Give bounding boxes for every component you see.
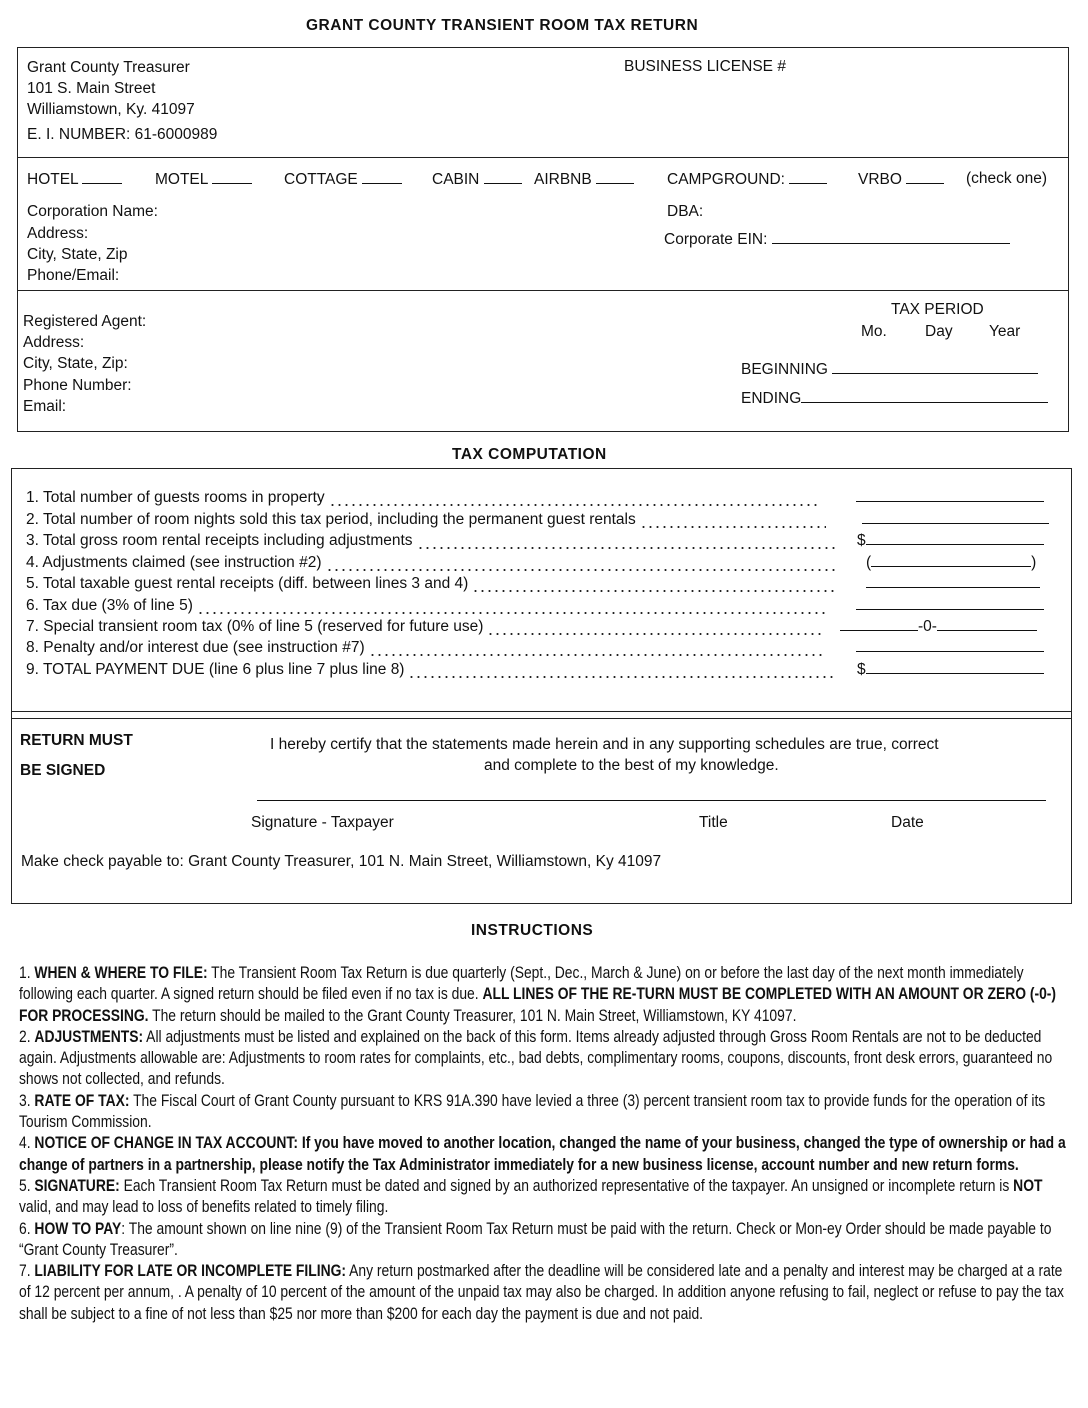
- type-motel[interactable]: MOTEL: [155, 170, 252, 189]
- dot-leader: [408, 665, 836, 679]
- computation-line-4: [26, 551, 1046, 572]
- instruction-heading: ADJUSTMENTS:: [34, 1027, 144, 1046]
- type-vrbo[interactable]: VRBO: [858, 170, 944, 189]
- open-paren: (: [866, 554, 872, 571]
- computation-answer-field[interactable]: [866, 574, 1040, 593]
- return-must-be-signed-1: RETURN MUST: [20, 732, 133, 749]
- instruction-text: 2.: [19, 1027, 35, 1046]
- instruction-text: 7.: [19, 1262, 35, 1281]
- payable-text: Make check payable to: Grant County Treasurer, 101 N. Main Street, Williamstown, Ky 41097: [21, 853, 662, 870]
- instruction-item-1: [19, 963, 1075, 1027]
- certification-text-2: and complete to the best of my knowledge.: [484, 757, 779, 774]
- treasurer-name: Grant County Treasurer: [27, 59, 190, 76]
- agent-city-label: City, State, Zip:: [23, 355, 128, 372]
- instruction-text: The Fiscal Court of Grant County pursuant to KRS 91A.390 have levied a three (3) percent transient room tax to provide funds for the operation of its Tourism Commission.: [19, 1091, 1046, 1132]
- instructions-list: [19, 963, 1075, 1325]
- divider: [11, 711, 1072, 712]
- computation-answer-field[interactable]: [856, 638, 1044, 657]
- dot-leader: [369, 643, 824, 657]
- computation-label: 8. Penalty and/or interest due (see instruction #7): [26, 639, 365, 656]
- return-must-be-signed-2: BE SIGNED: [20, 762, 106, 779]
- instruction-item-2: [19, 1027, 1075, 1091]
- instruction-item-6: [19, 1219, 1075, 1262]
- computation-line-3: [26, 529, 1046, 550]
- corporation-phone-label: Phone/Email:: [27, 267, 120, 284]
- dot-leader: [417, 536, 836, 550]
- computation-label: 1. Total number of guests rooms in property: [26, 489, 325, 506]
- computation-label: 7. Special transient room tax (0% of line 5 (reserved for future use): [26, 618, 484, 635]
- instruction-heading: ALL LINES OF THE RE-TURN MUST BE COMPLETED WITH AN AMOUNT OR ZERO (-0-) FOR PROCESSING.: [19, 985, 1057, 1025]
- agent-address-label: Address:: [23, 334, 85, 351]
- instruction-text: 5.: [19, 1176, 35, 1195]
- instruction-text: All adjustments must be listed and explained on the back of this form. Items already adjusted through Gross Room Rentals are not to be deducted again. Adjustments allowable are: Adjustments to room rates for complaints, etc., bad debts, complimentary rooms, coupons, discounts, front desk errors, guaranteed no shows not collected, and refunds.: [19, 1027, 1053, 1089]
- treasurer-street: 101 S. Main Street: [27, 80, 156, 97]
- instruction-text: 3.: [19, 1091, 35, 1110]
- instruction-item-4: [19, 1133, 1075, 1176]
- agent-email-label: Email:: [23, 398, 67, 415]
- tax-computation-title: TAX COMPUTATION: [452, 446, 607, 463]
- type-airbnb[interactable]: AIRBNB: [534, 170, 634, 189]
- instruction-heading: RATE OF TAX:: [34, 1091, 130, 1110]
- computation-answer-field[interactable]: [857, 531, 1044, 550]
- computation-answer-field[interactable]: [840, 617, 1037, 636]
- computation-line-7: [26, 615, 1046, 636]
- business-license-label: BUSINESS LICENSE #: [624, 58, 786, 75]
- tax-period-title: TAX PERIOD: [891, 301, 984, 318]
- dot-leader: [197, 601, 829, 615]
- check-one-note: (check one): [966, 170, 1047, 187]
- type-cabin[interactable]: CABIN: [432, 170, 522, 189]
- dollar-sign: $: [857, 532, 866, 549]
- instruction-item-7: [19, 1261, 1075, 1325]
- computation-label: 3. Total gross room rental receipts including adjustments: [26, 532, 413, 549]
- computation-label: 2. Total number of room nights sold this tax period, including the permanent guest rentals: [26, 511, 636, 528]
- computation-label: 5. Total taxable guest rental receipts (diff. between lines 3 and 4): [26, 575, 469, 592]
- instruction-heading: NOT: [1013, 1176, 1043, 1195]
- dollar-sign: $: [857, 661, 866, 678]
- type-hotel[interactable]: HOTEL: [27, 170, 122, 189]
- tax-period-month: Mo.: [861, 323, 887, 340]
- instruction-text: 1.: [19, 964, 35, 982]
- instruction-text: Each Transient Room Tax Return must be dated and signed by an authorized representative of the taxpayer. An unsigned or incomplete return is: [119, 1176, 1014, 1195]
- computation-answer-field[interactable]: [856, 488, 1044, 507]
- computation-answer-field[interactable]: [856, 596, 1044, 615]
- type-cottage[interactable]: COTTAGE: [284, 170, 402, 189]
- computation-line-8: [26, 636, 1046, 657]
- certification-text-1: I hereby certify that the statements made herein and in any supporting schedules are true, correct: [270, 736, 939, 753]
- instruction-heading: NOTICE OF CHANGE IN TAX ACCOUNT: If you have moved to another location, changed the name of your business, changed the type of ownership or had a change of partners in a partnership, please notify the Tax Administrator immediately for a new business license, account number and new return forms.: [19, 1134, 1066, 1174]
- signature-line[interactable]: [257, 800, 1046, 801]
- agent-phone-label: Phone Number:: [23, 377, 132, 394]
- dot-leader: [329, 493, 818, 507]
- signature-label: Signature - Taxpayer: [251, 814, 394, 831]
- divider: [11, 718, 1072, 719]
- computation-label: 4. Adjustments claimed (see instruction #2): [26, 554, 322, 571]
- instruction-heading: HOW TO PAY: [34, 1219, 122, 1238]
- instruction-heading: WHEN & WHERE TO FILE:: [34, 964, 208, 982]
- close-paren: ): [1031, 554, 1037, 571]
- tax-period-day: Day: [925, 323, 953, 340]
- instructions-title: INSTRUCTIONS: [471, 922, 594, 939]
- computation-answer-field[interactable]: [866, 553, 1036, 572]
- instruction-text: The Transient Room Tax Return is due quarterly (Sept., Dec., March & June) on or before the last day of the next month immediately following each quarter. A signed return should be filed even if no tax is due.: [19, 964, 1024, 1004]
- dot-leader: [640, 515, 826, 529]
- instruction-text: Any return postmarked after the deadline will be considered late and a penalty and interest may be charged at a rate of 12 percent per annum, . A penalty of 10 percent of the amount of the unpaid tax may also be charged. In addition anyone refusing to fail, neglect or refuse to pay the tax shall be subject to a fine of not less than $25 nor more than $200 for each day the payment is due and not paid.: [19, 1262, 1064, 1323]
- treasurer-city: Williamstown, Ky. 41097: [27, 101, 195, 118]
- instruction-item-3: [19, 1091, 1075, 1134]
- computation-line-6: [26, 594, 1046, 615]
- instruction-text: : The amount shown on line nine (9) of the Transient Room Tax Return must be paid with the return. Check or Mon-ey Order should be made payable to “Grant County Treasurer”.: [19, 1219, 1052, 1259]
- computation-label: 6. Tax due (3% of line 5): [26, 597, 193, 614]
- instruction-heading: SIGNATURE:: [34, 1176, 120, 1195]
- computation-label: 9. TOTAL PAYMENT DUE (line 6 plus line 7 plus line 8): [26, 661, 405, 678]
- corporation-address-label: Address:: [27, 225, 89, 242]
- date-label: Date: [891, 814, 924, 831]
- dba-label: DBA:: [667, 203, 704, 220]
- instruction-text: valid, and may lead to loss of benefits related to timely filing.: [19, 1198, 389, 1217]
- computation-line-5: [26, 572, 1046, 593]
- instruction-text: The return should be mailed to the Grant County Treasurer, 101 N. Main Street, Williamstown, KY 41097.: [148, 1006, 797, 1025]
- corporate-ein-field[interactable]: Corporate EIN:: [664, 230, 1010, 249]
- dot-leader: [472, 579, 836, 593]
- dot-leader: [487, 622, 824, 636]
- computation-answer-field[interactable]: [862, 510, 1049, 529]
- treasurer-ein: E. I. NUMBER: 61-6000989: [27, 126, 218, 143]
- computation-line-1: [26, 486, 1046, 507]
- agent-label: Registered Agent:: [23, 313, 147, 330]
- instruction-item-5: [19, 1176, 1075, 1219]
- answer-value: -0-: [918, 618, 937, 635]
- ending-date-field[interactable]: ENDING: [741, 389, 1048, 408]
- computation-answer-field[interactable]: [857, 660, 1044, 679]
- instruction-heading: LIABILITY FOR LATE OR INCOMPLETE FILING:: [34, 1262, 347, 1281]
- beginning-date-field[interactable]: BEGINNING: [741, 360, 1038, 379]
- corporation-city-label: City, State, Zip: [27, 246, 128, 263]
- form-title: GRANT COUNTY TRANSIENT ROOM TAX RETURN: [306, 17, 699, 34]
- instruction-text: 4.: [19, 1134, 35, 1153]
- computation-line-9: [26, 658, 1046, 679]
- type-campground[interactable]: CAMPGROUND:: [667, 170, 827, 189]
- dot-leader: [326, 558, 836, 572]
- tax-period-year: Year: [989, 323, 1021, 340]
- title-label: Title: [699, 814, 728, 831]
- corporation-name-label: Corporation Name:: [27, 203, 158, 220]
- instruction-text: 6.: [19, 1219, 35, 1238]
- computation-line-2: [26, 508, 1046, 529]
